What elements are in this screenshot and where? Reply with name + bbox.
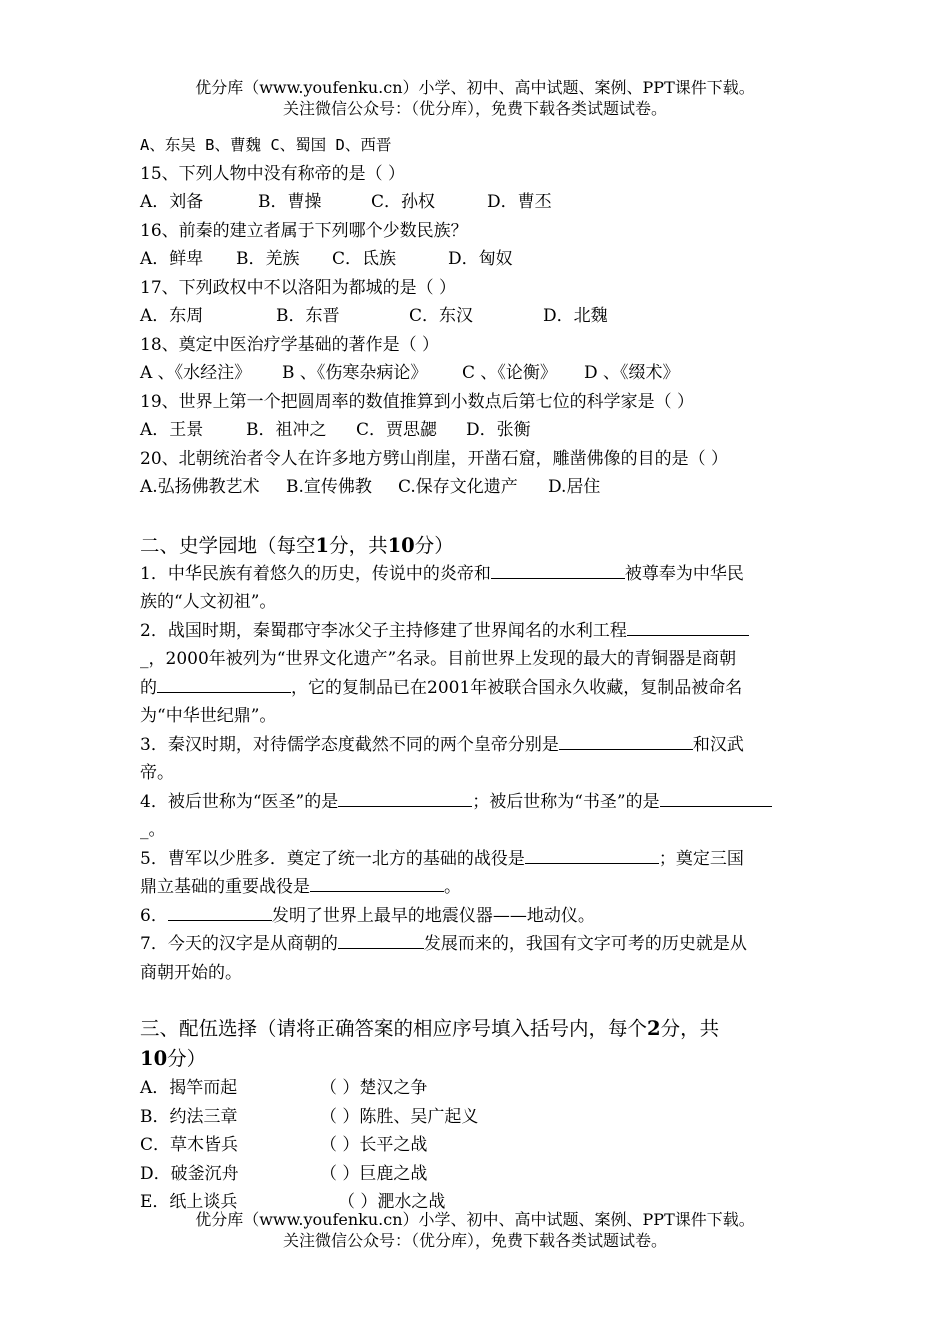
option: A.弘扬佛教艺术 xyxy=(140,477,260,497)
text: 3．秦汉时期，对待儒学态度截然不同的两个皇帝分别是 xyxy=(140,734,559,755)
q16-options xyxy=(140,245,812,274)
answer-blank[interactable] xyxy=(660,788,772,807)
match-row xyxy=(140,1131,812,1160)
match-answer[interactable]: （ ）长平之战 xyxy=(320,1135,428,1155)
answer-blank[interactable] xyxy=(310,873,444,892)
text: 族的“人文初祖”。 xyxy=(140,592,277,612)
fill-q1 xyxy=(140,560,812,617)
q17-stem: 17、下列政权中不以洛阳为都城的是（ ） xyxy=(140,277,457,298)
match-item: E．纸上谈兵 xyxy=(140,1192,238,1212)
text: ；被后世称为“书圣”的是 xyxy=(472,791,660,812)
section-title-text: 分） xyxy=(167,1047,207,1070)
section-title-number: 10 xyxy=(387,533,415,557)
fill-q7 xyxy=(140,930,812,987)
option: D．张衡 xyxy=(466,420,531,440)
match-answer[interactable]: （ ）陈胜、吴广起义 xyxy=(320,1106,479,1127)
option: C．东汉 xyxy=(409,306,474,326)
text: 和汉武 xyxy=(692,734,744,755)
exam-content xyxy=(140,131,812,1217)
text: 商朝开始的。 xyxy=(140,962,242,983)
text: 为“中华世纪鼎”。 xyxy=(140,706,277,726)
text: 5．曹军以少胜多．奠定了统一北方的基础的战役是 xyxy=(140,848,525,869)
answer-blank[interactable] xyxy=(491,560,625,579)
option: D.居住 xyxy=(548,477,601,497)
fill-q2 xyxy=(140,617,812,731)
answer-blank[interactable] xyxy=(525,845,659,864)
option: D．北魏 xyxy=(543,306,608,326)
option: B．东晋 xyxy=(276,306,340,326)
match-row xyxy=(140,1160,812,1189)
option: B．羌族 xyxy=(236,249,300,269)
header-line-1: 优分库（www.youfenku.cn）小学、初中、高中试题、案例、PPT课件下载。 xyxy=(195,78,755,97)
match-answer[interactable]: （ ）淝水之战 xyxy=(338,1192,446,1212)
answer-blank[interactable] xyxy=(627,617,749,636)
match-item: B．约法三章 xyxy=(140,1106,238,1127)
answer-blank[interactable] xyxy=(168,902,272,921)
section-title-text: 分，共 xyxy=(660,1017,720,1040)
match-row xyxy=(140,1103,812,1132)
option: D．曹丕 xyxy=(487,192,552,212)
option: C．孙权 xyxy=(371,192,436,212)
option: A．鲜卑 xyxy=(140,249,204,269)
fill-q3 xyxy=(140,731,812,788)
q20-stem: 20、北朝统治者令人在许多地方劈山削崖，开凿石窟，雕凿佛像的目的是（ ） xyxy=(140,448,729,469)
q18-options xyxy=(140,359,812,388)
section-title-text: 分） xyxy=(414,533,454,557)
section-title-number: 10 xyxy=(140,1047,168,1070)
header-line-2: 关注微信公众号：（优分库），免费下载各类试题试卷。 xyxy=(282,99,667,118)
answer-blank[interactable] xyxy=(559,731,693,750)
text: _，2000年被列为“世界文化遗产”名录。目前世界上发现的最大的青铜器是商朝 xyxy=(140,649,737,669)
match-item: C．草木皆兵 xyxy=(140,1135,239,1155)
q18-stem: 18、奠定中医治疗学基础的著作是（ ） xyxy=(140,334,440,355)
option: A．东周 xyxy=(140,306,204,326)
option: A．刘备 xyxy=(140,192,204,212)
option: C.保存文化遗产 xyxy=(398,477,518,497)
section-3-title xyxy=(140,1014,812,1074)
text: 被尊奉为中华民 xyxy=(624,563,744,584)
match-row xyxy=(140,1074,812,1103)
q17-options xyxy=(140,302,812,331)
page-header xyxy=(0,77,950,119)
text: 4．被后世称为“医圣”的是 xyxy=(140,791,339,812)
q14-options: A、东吴 B、曹魏 C、蜀国 D、西晋 xyxy=(140,136,392,154)
section-title-number: 2 xyxy=(647,1017,661,1040)
option: B．曹操 xyxy=(258,192,322,212)
section-title-text: 分，共 xyxy=(329,533,388,557)
text: _。 xyxy=(140,820,166,840)
answer-blank[interactable] xyxy=(157,674,291,693)
option: A 、《水经注》 xyxy=(140,363,252,383)
q16-stem: 16、前秦的建立者属于下列哪个少数民族？ xyxy=(140,220,468,241)
option: C 、《论衡》 xyxy=(462,363,557,383)
match-answer[interactable]: （ ）楚汉之争 xyxy=(320,1078,428,1098)
text: 的 xyxy=(140,677,157,698)
text: 发展而来的，我国有文字可考的历史就是从 xyxy=(423,934,747,954)
text: 鼎立基础的重要战役是 xyxy=(140,877,310,897)
text: 1．中华民族有着悠久的历史，传说中的炎帝和 xyxy=(140,563,491,584)
match-item: A．揭竿而起 xyxy=(140,1078,238,1098)
text: 。 xyxy=(444,877,461,897)
match-answer[interactable]: （ ）巨鹿之战 xyxy=(320,1163,428,1184)
q15-stem: 15、下列人物中没有称帝的是（ ） xyxy=(140,163,406,184)
section-title-text: 三、配伍选择（请将正确答案的相应序号填入括号内，每个 xyxy=(140,1017,648,1040)
fill-q5 xyxy=(140,845,812,902)
q19-options xyxy=(140,416,812,445)
page-footer xyxy=(0,1209,950,1251)
section-2-title xyxy=(140,531,812,560)
fill-q4 xyxy=(140,788,812,845)
answer-blank[interactable] xyxy=(338,788,472,807)
footer-line-2: 关注微信公众号：（优分库），免费下载各类试题试卷。 xyxy=(282,1231,667,1250)
text: 2．战国时期，秦蜀郡守李冰父子主持修建了世界闻名的水利工程 xyxy=(140,620,627,641)
text: 6． xyxy=(140,905,168,926)
option: D．匈奴 xyxy=(448,249,513,269)
option: C．贾思勰 xyxy=(356,420,438,440)
footer-line-1: 优分库（www.youfenku.cn）小学、初中、高中试题、案例、PPT课件下载。 xyxy=(195,1210,755,1229)
q15-options xyxy=(140,188,812,217)
text: 帝。 xyxy=(140,763,174,783)
text: ，它的复制品已在2001年被联合国永久收藏，复制品被命名 xyxy=(291,677,743,698)
q19-stem: 19、世界上第一个把圆周率的数值推算到小数点后第七位的科学家是（ ） xyxy=(140,391,695,412)
option: D 、《缀术》 xyxy=(584,363,680,383)
option: A．王景 xyxy=(140,420,204,440)
text: 7．今天的汉字是从商朝的 xyxy=(140,934,338,954)
option: B．祖冲之 xyxy=(246,420,327,440)
section-title-number: 1 xyxy=(315,533,330,557)
text: 发明了世界上最早的地震仪器——地动仪。 xyxy=(271,905,595,926)
q20-options xyxy=(140,473,812,502)
answer-blank[interactable] xyxy=(338,930,424,949)
fill-q6 xyxy=(140,902,812,931)
option: B 、《伤寒杂病论》 xyxy=(282,363,428,383)
option: C．氐族 xyxy=(332,249,397,269)
text: ；奠定三国 xyxy=(658,848,744,869)
match-item: D．破釜沉舟 xyxy=(140,1163,239,1184)
section-title-text: 二、史学园地（每空 xyxy=(140,533,316,557)
option: B.宣传佛教 xyxy=(286,477,372,497)
